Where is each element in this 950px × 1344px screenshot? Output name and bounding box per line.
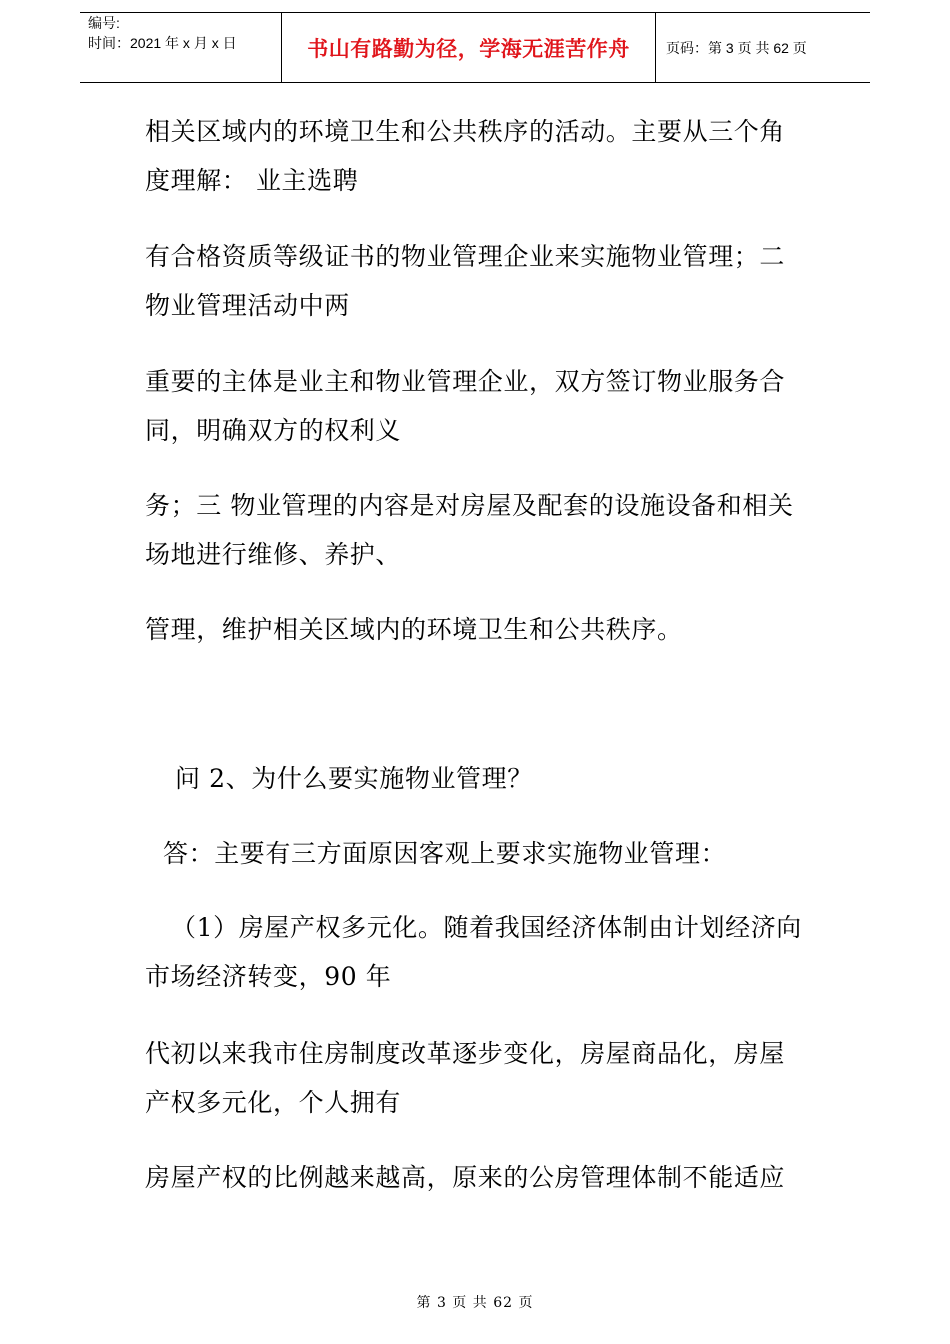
- header-motto: 书山有路勤为径，学海无涯苦作舟: [282, 13, 656, 82]
- text-line: 管理，维护相关区域内的环境卫生和公共秩序。: [145, 615, 683, 644]
- question-heading: [175, 754, 840, 803]
- doc-number-label: 编号:: [88, 15, 120, 31]
- text-line: 有合格资质等级证书的物业管理企业来实施物业管理；二: [145, 242, 786, 271]
- header-meta: [80, 13, 282, 82]
- text-line: 务；三 物业管理的内容是对房屋及配套的设施设备和相关: [145, 491, 794, 520]
- text-line: （1）房屋产权多元化。随着我国经济体制由计划经济向: [171, 913, 802, 942]
- page-header: [80, 12, 870, 83]
- answer-intro: [163, 829, 828, 878]
- header-page-info: 页码：第 3 页 共 62 页: [666, 39, 807, 56]
- text-line: 房屋产权的比例越来越高，原来的公房管理体制不能适应: [145, 1163, 786, 1192]
- doc-date-label: 时间：2021 年 x 月 x 日: [88, 35, 237, 51]
- text-line: 问 2、为什么要实施物业管理？: [175, 764, 533, 793]
- paragraph: [145, 232, 810, 330]
- paragraph: [145, 605, 810, 654]
- paragraph: [145, 1153, 810, 1202]
- paragraph: [145, 107, 810, 205]
- text-line: 度理解： 业主选聘: [145, 166, 359, 195]
- page-footer: 第 3 页 共 62 页: [416, 1295, 534, 1311]
- text-line: 代初以来我市住房制度改革逐步变化，房屋商品化，房屋: [145, 1039, 786, 1068]
- text-line: 场地进行维修、养护、: [145, 540, 402, 569]
- text-line: 重要的主体是业主和物业管理企业，双方签订物业服务合: [145, 367, 786, 396]
- text-line: 答：主要有三方面原因客观上要求实施物业管理：: [163, 839, 727, 868]
- paragraph: [145, 481, 810, 579]
- paragraph: [145, 1029, 810, 1127]
- paragraph: [145, 903, 810, 1001]
- text-line: 产权多元化，个人拥有: [145, 1088, 402, 1117]
- text-line: 物业管理活动中两: [145, 291, 350, 320]
- text-line: 同，明确双方的权利义: [145, 416, 402, 445]
- text-line: 相关区域内的环境卫生和公共秩序的活动。主要从三个角: [145, 117, 786, 146]
- text-line: 市场经济转变，90 年: [145, 962, 392, 991]
- paragraph: [145, 357, 810, 455]
